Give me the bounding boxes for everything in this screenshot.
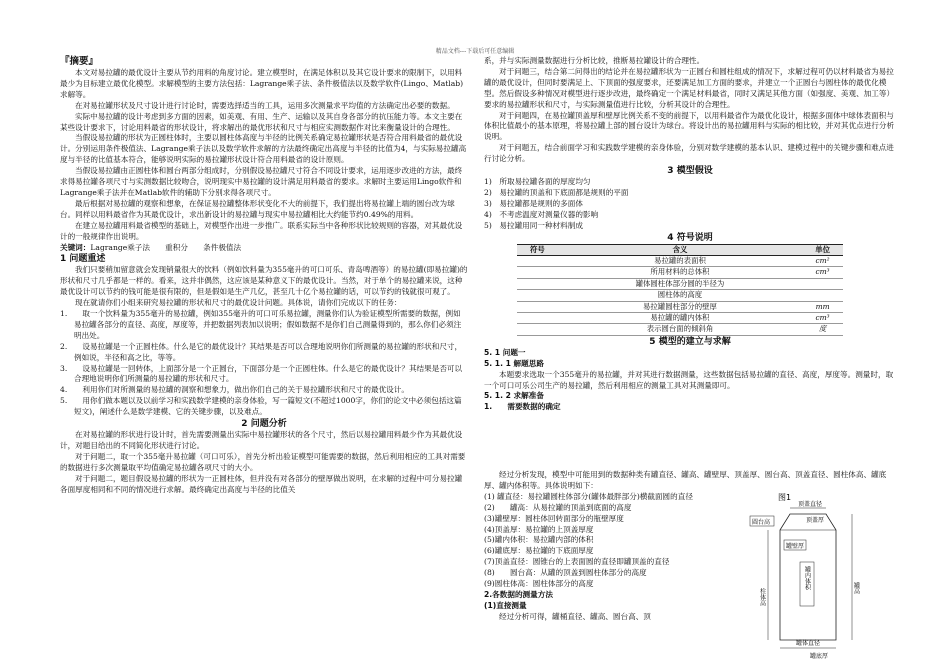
table-header-cell: 含义	[558, 244, 802, 255]
section-1-paragraph: 现在就请你们小组来研究易拉罐的形状和尺寸的最优设计问题。具体说，请你们完成以下的任务：	[75, 298, 402, 308]
table-row	[517, 267, 843, 278]
need-item: (8) 圆台高：从罐的顶盖到圆柱体部分的高度	[484, 568, 647, 578]
table-cell	[517, 324, 558, 335]
subsection-paragraph: 本题要求选取一个355毫升的易拉罐，并对其进行数据测量，这些数据包括易拉罐的直径、高度，厚度等。测量时，取一个可口可乐公司生产的易拉罐，然后利用相应的测量工具对其测量即可。	[484, 369, 894, 390]
need-item: (2) 罐高：从易拉罐的顶盖到底面的高度	[484, 502, 632, 512]
table-cell: cm²	[802, 256, 843, 267]
subsection-title: 5. 1 问题一	[484, 347, 526, 357]
table-row	[517, 256, 843, 267]
abstract-paragraph: 当假设易拉罐由正圆柱体和圆台两部分组成时，分别假设易拉罐尺寸符合不同设计要求，运用逐步改进的方法，最终求得易拉罐各项尺寸与实测数据比较吻合，说明现实中易拉罐的设计满足用料最省的要求。求解时主要运用Lingo软件和Lagrange乘子法并在Matlab软件的辅助下分别求得各项尺寸。	[60, 166, 463, 197]
need-item: (3)罐壁厚：圆柱体回转面部分的瓶壁厚度	[484, 513, 624, 523]
abstract-paragraph: 在建立易拉罐用料最省模型的基础上，对模型作出进一步推广。联系实际当中各种形状比较规则的容器，对其最优设计的一般规律作出说明。	[60, 220, 463, 241]
table-header-cell: 单位	[802, 244, 843, 255]
abstract-title: 『摘要』	[60, 56, 99, 67]
table-cell	[517, 278, 558, 289]
direct-title: (1)直接测量	[484, 600, 527, 610]
right-column	[484, 56, 896, 413]
table-cell: 易拉罐的表面积	[558, 256, 802, 267]
table-row	[517, 301, 843, 312]
figure-1	[740, 490, 900, 668]
assumption-item: 3) 易拉罐都是规则的多面体	[484, 198, 583, 208]
label-wall: 罐壁厚	[786, 543, 805, 550]
assumption-item: 4) 不考虑温度对测量仪器的影响	[484, 209, 599, 219]
section-1-paragraph: 我们只要稍加留意就会发现销量很大的饮料（例如饮料量为355毫升的可口可乐、青岛啤酒等）的易拉罐(即易拉罐)的形状和尺寸几乎都是一样的。看来，这并非偶然，这应该是某种意义下的最优设计。当然，对于单个的易拉罐来说，这种最优设计可以节约的钱可能是很有限的，但是假如是生产几亿，甚至几十亿个易拉罐的话，可以节约的钱就很可观了。	[60, 265, 468, 297]
label-top-lid: 顶盖直径	[798, 501, 823, 508]
table-row	[517, 324, 843, 335]
abstract-paragraph: 在对易拉罐形状及尺寸设计进行讨论时，需要选择适当的工具，运用多次测量求平均值的方法确定出必要的数据。	[75, 100, 455, 110]
task-item: 2. 设易拉罐是一个正圆柱体。什么是它的最优设计？其结果是否可以合理地说明你们所测量的易拉罐的形状和尺寸，例如说，半径和高之比，等等。	[60, 341, 463, 362]
need-item: (1) 罐直径：易拉罐圆柱体部分(罐体最胖部分)横截面圆的直径	[484, 491, 693, 501]
table-header-row	[517, 244, 843, 255]
task-item: 3. 设易拉罐是一回转体，上面部分是一个正圆台，下面部分是一个正圆柱体。什么是它的最优设计？其结果是否可以合理地说明你们所测量的易拉罐的形状和尺寸。	[60, 363, 463, 384]
task-item: 5. 用你们做本题以及以前学习和实践数学建模的亲身体验，写一篇短文(不超过1000字，你们的论文中必须包括这篇短文)，阐述什么是数学建模、它的关键步骤，以及难点。	[60, 396, 462, 417]
section-2-title: 2 问题分析	[241, 419, 287, 430]
assumption-item: 2) 易拉罐的顶盖和下底面都是规则的平面	[484, 187, 629, 197]
subsection-title: 5. 1. 2 求解准备	[484, 391, 544, 401]
label-can-h: 罐高	[852, 582, 860, 594]
left-column	[60, 56, 468, 496]
abstract-paragraph: 最后根据对易拉罐的观察和想象，在保证易拉罐整体形状变化不大的前提下，我们提出将易拉罐上端的圆台改为球台。同样以用料最省作为其最优设计，求出新设计的易拉罐与现实中易拉罐相比大约能节约0.49%的用料。	[60, 198, 455, 219]
label-cyl-h: 柱体高	[758, 588, 766, 606]
abstract-paragraph: 当假设易拉罐的形状为正圆柱体时，主要以圆柱体高度与半径的比例关系确定易拉罐形状是否符合用料最省的最优设计。分别运用条件极值法、Lagrange乘子法以及数学软件求解的方法最终确定出高度与半径的比值为4，与实际易拉罐高度与半径的比值基本符合，能够说明实际的易拉罐形状设计符合用料最省的设计原则。	[60, 133, 467, 165]
section-2-paragraph: 在对易拉罐的形状进行设计时，首先需要测量出实际中易拉罐形状的各个尺寸，然后以易拉罐用料最少作为其最优设计，对题目给出的不同简化形状进行讨论。	[60, 430, 463, 450]
table-cell: 所用材料的总体积	[558, 267, 802, 278]
section-3-title: 3 模型假设	[667, 166, 713, 177]
need-item: (7)顶盖直径：圆锥台的上表面圆的直径即罐顶盖的直径	[484, 557, 670, 567]
figure-caption: 图1	[778, 493, 792, 502]
table-cell: 圆柱体的高度	[558, 290, 802, 301]
label-inner-vol: 罐内体积	[803, 566, 811, 590]
keywords-text: Lagrange乘子法 重积分 条件极值法	[90, 242, 242, 252]
table-cell: 易拉罐的罐内体积	[558, 313, 802, 324]
can-diagram	[740, 490, 900, 668]
table-cell: 度	[802, 324, 843, 335]
task-item: 1. 取一个饮料量为355毫升的易拉罐，例如355毫升的可口可乐易拉罐，测量你们认为验证模型所需要的数据，例如易拉罐各部分的直径、高度，厚度等，并把数据列表加以说明；假如数据不是你们自己测量得到的，那么你们必须注明出处。	[60, 309, 462, 340]
continued-paragraph: 对于问题三，结合第二问得出的结论并在易拉罐形状为一正圆台和圆柱组成的情况下，求解过程可仍以材料最省为易拉罐的最优设计，但同时要满足上、下顶面的强度要求，还要满足加工方面的要求，并建立一个正圆台与圆柱体的最优化模型。然后假设多种情况对模型进行逐步改进，最终确定一个满足材料最省，同时又满足其他方面（如强度、美观、加工等）要求的易拉罐形状和尺寸，与实际测量值进行比较，分析其设计的合理性。	[484, 66, 895, 109]
need-item: (6)罐底厚：易拉罐的下底面厚度	[484, 546, 594, 556]
table-row	[517, 290, 843, 301]
continued-paragraph: 系，并与实际测量数据进行分析比较，推断易拉罐设计的合理性。	[484, 56, 705, 65]
label-top-thick: 顶盖厚	[806, 517, 825, 524]
abstract-paragraph: 实际中易拉罐的设计考虑到多方面的因素，如美观、有用、生产、运输以及其自身各部分的抗压能力等。本文主要在某些设计要求下，讨论用料最省的形状设计，将求解出的最优形状和尺寸与相应实测数据作对比来衡量设计的合理性。	[60, 111, 463, 132]
keywords-line	[60, 243, 468, 254]
need-data-text: 经过分析发现，模型中可能用到的数据种类有罐直径、罐高、罐壁厚、顶盖厚、圆台高、顶盖直径、圆柱体高、罐底厚、罐内体积等。具体说明如下：	[484, 470, 887, 490]
need-item: (4)顶盖厚：易拉罐的上顶盖厚度	[484, 524, 594, 534]
assumption-item: 5) 易拉罐用同一种材料制成	[484, 220, 583, 230]
section-4-title: 4 符号说明	[667, 232, 713, 243]
direct-text: 经过分析可得，罐桶直径、罐高、圆台高、顶	[499, 611, 651, 621]
table-cell: 表示圆台面的倾斜角	[558, 324, 802, 335]
label-bottom: 罐底厚	[810, 653, 829, 660]
label-diameter: 罐体直径	[796, 640, 821, 647]
table-row	[517, 278, 843, 289]
table-cell	[802, 278, 843, 289]
table-cell: 易拉罐圆柱部分的壁厚	[558, 301, 802, 312]
continued-paragraph: 对于问题四，在易拉罐顶盖厚和壁厚比例关系不变的前提下，以用料最省作为最优化设计，根据多面体中球体表面积与体积比值最小的基本原理，将易拉罐上部的圆台设计为球台。将设计出的易拉罐用料与实际的相比较，并对其优点进行分析说明。	[484, 110, 895, 142]
table-cell	[517, 313, 558, 324]
table-cell	[517, 267, 558, 278]
header-watermark: 精品文档---下载后可任意编辑	[435, 48, 515, 55]
section-5-title: 5 模型的建立与求解	[649, 336, 731, 347]
table-cell	[802, 290, 843, 301]
table-cell: mm	[802, 301, 843, 312]
table-cell	[517, 290, 558, 301]
table-cell: 罐体圆柱体部分圆的半径为	[558, 278, 802, 289]
subsection-title: 5. 1. 1 解题思路	[484, 358, 544, 368]
table-cell: cm³	[802, 267, 843, 278]
table-header-cell: 符号	[517, 244, 558, 255]
table-cell	[517, 256, 558, 267]
table-cell	[517, 301, 558, 312]
keywords-label: 关键词：	[60, 242, 91, 252]
assumption-item: 1) 所取易拉罐各面的厚度均匀	[484, 177, 591, 187]
symbol-table	[517, 244, 843, 336]
table-cell: cm³	[802, 313, 843, 324]
table-row	[517, 313, 843, 324]
section-1-title: 1 问题重述	[60, 254, 106, 265]
section-2-paragraph: 对于问题二，题目假设易拉罐的形状为一正圆柱体，但并没有对各部分的壁厚做出说明，在求解的过程中可分易拉罐各面厚度相同和不同的情况进行求解。最终确定出高度与半径的比值关	[60, 473, 463, 494]
section-2-paragraph: 对于问题二，取一个355毫升易拉罐（可口可乐），首先分析出验证模型可能需要的数据，然后利用相应的工具对需要的数据进行多次测量取平均值确定易拉罐各项尺寸的大小。	[60, 451, 466, 472]
need-item: (5)罐内体积：易拉罐内部的体积	[484, 535, 594, 545]
abstract-paragraph: 本文对易拉罐的最优设计主要从节约用料的角度讨论。建立模型时，在满足体积以及其它设计要求的限制下，以用料最少为目标建立最优化模型。求解模型的主要方法包括：Lagrange乘子法、条件极值法以及数学软件(Lingo、Matlab)求解等。	[60, 68, 464, 99]
method-title: 2.各数据的测量方法	[484, 589, 553, 599]
task-item: 4. 利用你们对所测量的易拉罐的洞察和想象力，做出你们自己的关于易拉罐形状和尺寸的最优设计。	[60, 385, 409, 395]
need-data-title: 1. 需要数据的确定	[484, 402, 561, 412]
label-frustum-h: 圆台高	[752, 519, 771, 526]
need-item: (9)圆柱体高：圆柱体部分的高度	[484, 579, 594, 589]
continued-paragraph: 对于问题五，结合前面学习和实践数学建模的亲身体验，分别对数学建模的基本认识、建模过程中的关键步骤和难点进行讨论分析。	[484, 143, 894, 164]
